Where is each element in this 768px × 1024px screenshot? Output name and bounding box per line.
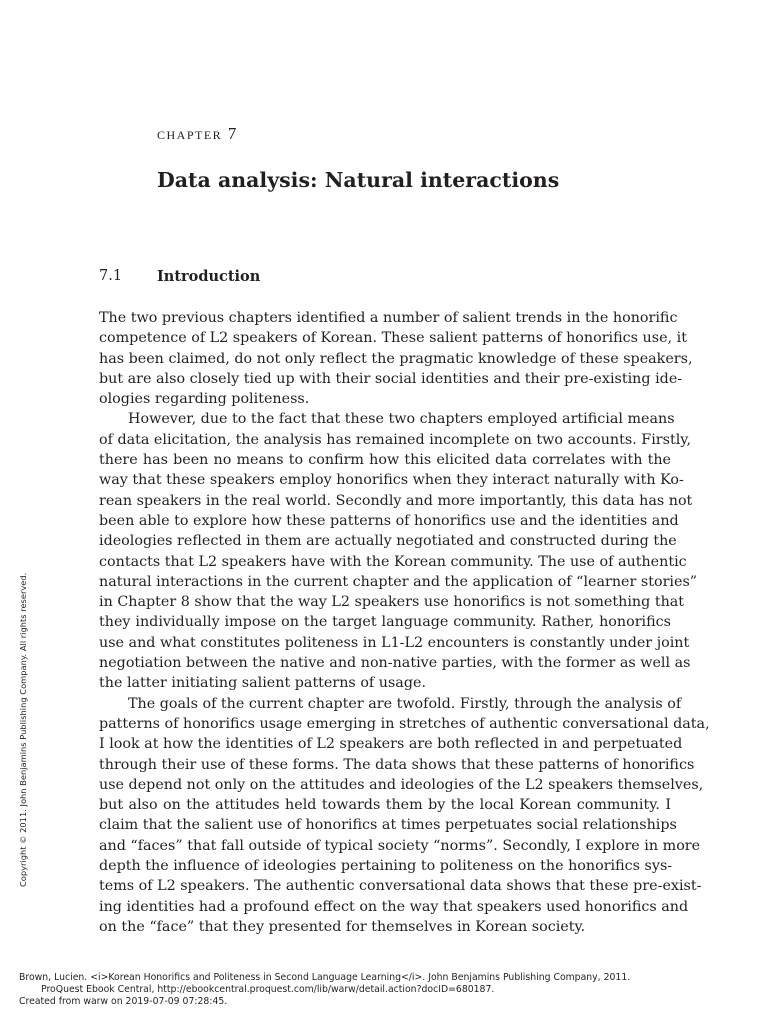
body-line: depth the influence of ideologies pertaining to politeness on the honorifics sys- (99, 858, 673, 875)
body-text (99, 308, 710, 937)
body-line: competence of L2 speakers of Korean. These salient patterns of honorifics use, it (99, 330, 687, 347)
body-line: ing identities had a profound effect on the way that speakers used honorifics and (99, 898, 689, 915)
body-line: on the “face” that they presented for themselves in Korean society. (99, 918, 586, 935)
section-number: 7.1 (99, 268, 123, 284)
body-line: However, due to the fact that these two chapters employed artificial means (128, 411, 675, 428)
chapter-title: Data analysis: Natural interactions (157, 168, 560, 192)
body-line: in Chapter 8 show that the way L2 speakers use honorifics is not something that (99, 594, 685, 611)
footer-source-line: ProQuest Ebook Central, http://ebookcentral.proquest.com/lib/warw/detail.action?docID=680187. (41, 983, 495, 995)
body-line: natural interactions in the current chapter and the application of “learner stories” (99, 573, 698, 590)
body-line: rean speakers in the real world. Secondly and more importantly, this data has not (99, 492, 693, 509)
body-line: claim that the salient use of honorifics at times perpetuates social relationships (99, 817, 677, 834)
body-line: ologies regarding politeness. (99, 391, 310, 408)
chapter-label: chapter 7 (157, 124, 238, 143)
body-line: The two previous chapters identified a number of salient trends in the honorific (99, 310, 678, 326)
body-line: ideologies reflected in them are actually negotiated and constructed during the (99, 533, 677, 550)
body-line: through their use of these forms. The data shows that these patterns of honorifics (99, 756, 695, 773)
body-line: the latter initiating salient patterns of usage. (99, 675, 426, 692)
body-line: contacts that L2 speakers have with the Korean community. The use of authentic (99, 553, 687, 570)
body-line: patterns of honorifics usage emerging in stretches of authentic conversational data, (99, 715, 710, 732)
body-line: negotiation between the native and non-native parties, with the former as well as (99, 655, 691, 672)
footer-citation (19, 972, 630, 1007)
body-line: tems of L2 speakers. The authentic conversational data shows that these pre-exist- (99, 878, 702, 895)
body-line: but are also closely tied up with their social identities and their pre-existing ide- (99, 370, 683, 387)
body-line: way that these speakers employ honorifics when they interact naturally with Ko- (99, 472, 684, 489)
body-line: has been claimed, do not only reflect the pragmatic knowledge of these speakers, (99, 350, 693, 367)
body-line: The goals of the current chapter are twofold. Firstly, through the analysis of (128, 695, 682, 712)
body-line: and “faces” that fall outside of typical society “norms”. Secondly, I explore in more (99, 837, 701, 854)
body-line: been able to explore how these patterns of honorifics use and the identities and (99, 512, 679, 529)
body-line: they individually impose on the target language community. Rather, honorifics (99, 614, 671, 631)
body-line: but also on the attitudes held towards them by the local Korean community. I (99, 797, 671, 814)
body-line: use depend not only on the attitudes and ideologies of the L2 speakers themselves, (99, 776, 704, 793)
section-title: Introduction (157, 268, 261, 285)
copyright-notice: Copyright © 2011. John Benjamins Publishing Company. All rights reserved. (18, 572, 28, 887)
body-line: I look at how the identities of L2 speakers are both reflected in and perpetuated (99, 736, 683, 753)
footer-created-line: Created from warw on 2019-07-09 07:28:45. (19, 995, 228, 1007)
body-line: of data elicitation, the analysis has remained incomplete on two accounts. Firstly, (99, 431, 692, 448)
footer-citation-line: Brown, Lucien. <i>Korean Honorifics and Politeness in Second Language Learning</i>. John Benjamins Publishing Company, 2011. (19, 972, 631, 983)
body-line: use and what constitutes politeness in L1-L2 encounters is constantly under joint (99, 634, 690, 651)
body-line: there has been no means to confirm how this elicited data correlates with the (99, 452, 671, 469)
